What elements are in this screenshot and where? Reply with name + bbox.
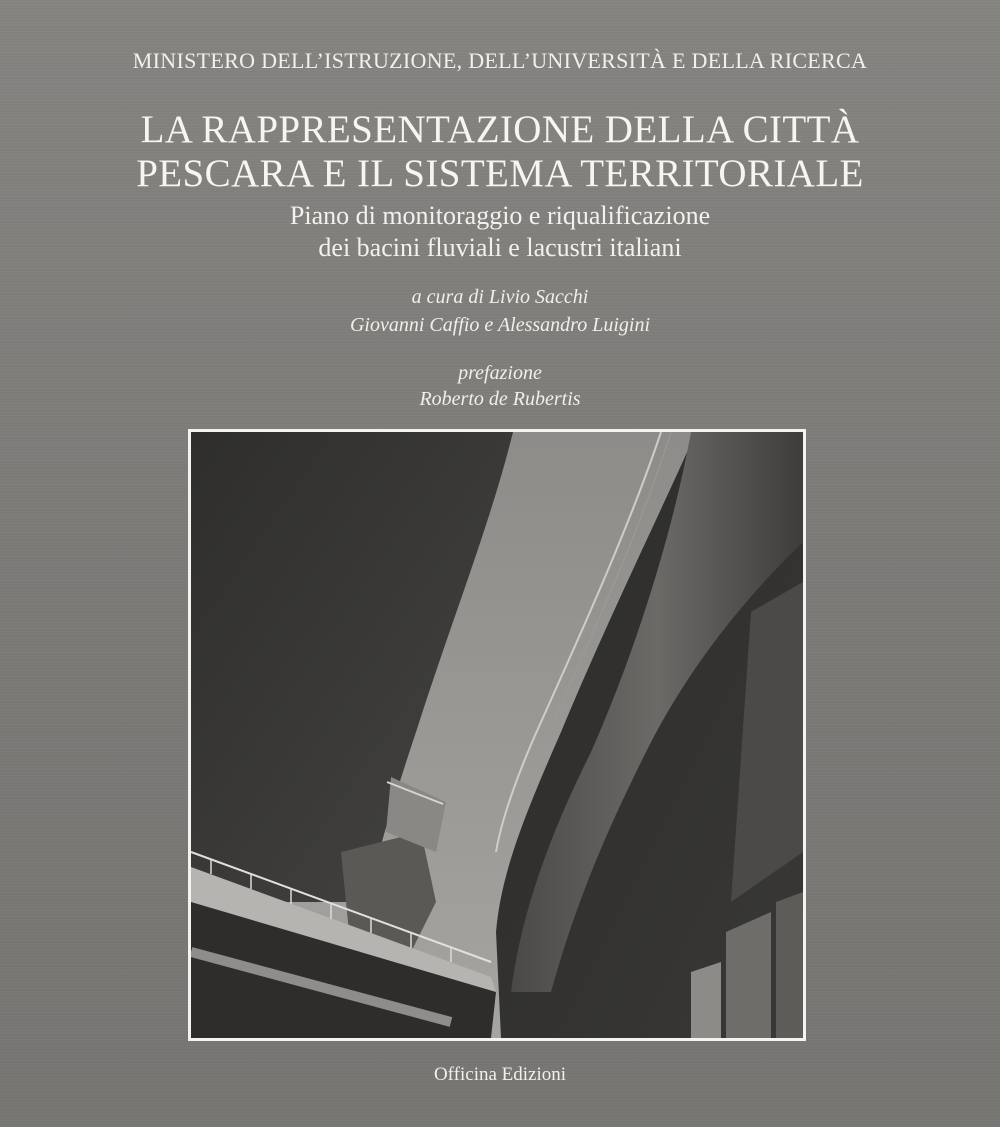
subtitle-line-2: dei bacini fluviali e lacustri italiani xyxy=(318,233,682,262)
building-silhouette-2 xyxy=(726,912,771,1038)
building-silhouette-1 xyxy=(691,962,721,1038)
building-silhouette-3 xyxy=(776,892,803,1038)
preface-label: prefazione xyxy=(458,362,542,384)
publisher-name: Officina Edizioni xyxy=(433,1064,567,1085)
book-subtitle xyxy=(0,200,1000,264)
cover-photo xyxy=(188,429,806,1041)
ministry-heading: MINISTERO DELL’ISTRUZIONE, DELL’UNIVERSITÀ E DELLA RICERCA xyxy=(132,48,868,73)
editors-line-2: Giovanni Caffio e Alessandro Luigini xyxy=(349,314,650,336)
editors-line-1: a cura di Livio Sacchi xyxy=(411,286,589,308)
book-title xyxy=(0,108,1000,196)
subtitle-line-1: Piano di monitoraggio e riqualificazione xyxy=(289,201,711,230)
preface-credit xyxy=(0,360,1000,412)
title-line-2: PESCARA E IL SISTEMA TERRITORIALE xyxy=(136,152,864,195)
overpass-photo-illustration xyxy=(191,432,803,1038)
title-line-1: LA RAPPRESENTAZIONE DELLA CITTÀ xyxy=(140,108,860,151)
editors-credit xyxy=(0,283,1000,339)
preface-author: Roberto de Rubertis xyxy=(419,388,581,410)
